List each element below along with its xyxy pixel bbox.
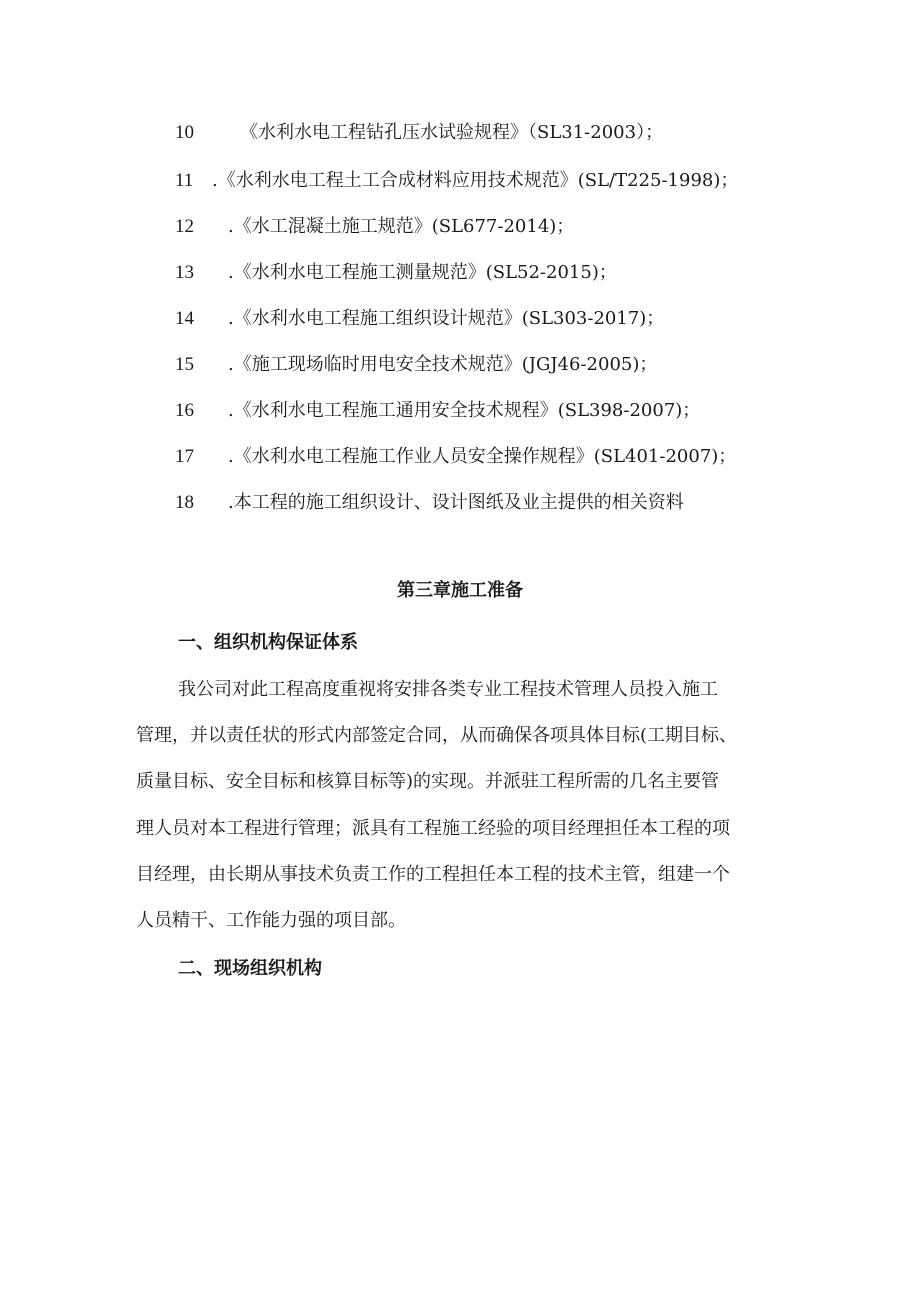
paragraph-line: 目经理，由长期从事技术负责工作的工程担任本工程的技术主管，组建一个 — [136, 864, 730, 885]
list-item-text: .《施工现场临时用电安全技术规范》(JGJ46-2005)； — [228, 354, 658, 375]
paragraph-line: 质量目标、安全目标和核算目标等)的实现。并派驻工程所需的几名主要管 — [136, 771, 720, 792]
list-item-text: 《水利水电工程钻孔压水试验规程》（SL31-2003）； — [240, 122, 664, 143]
paragraph-line: 人员精干、工作能力强的项目部。 — [136, 910, 406, 931]
list-item-text: .《水利水电工程土工合成材料应用技术规范》(SL/T225-1998)； — [212, 170, 739, 191]
section-heading: 一、组织机构保证体系 — [178, 632, 358, 653]
list-item-number: 13 — [175, 262, 194, 283]
list-item-text: .《水利水电工程施工测量规范》(SL52-2015)； — [228, 262, 617, 283]
list-item-text: .《水利水电工程施工作业人员安全操作规程》(SL401-2007)； — [228, 446, 737, 467]
list-item-number: 18 — [175, 492, 194, 513]
paragraph-line: 管理，并以责任状的形式内部签定合同，从而确保各项具体目标(工期目标、 — [136, 725, 738, 746]
list-item-text: .《水利水电工程施工组织设计规范》(SL303-2017)； — [228, 308, 665, 329]
list-item-text: .《水利水电工程施工通用安全技术规程》(SL398-2007)； — [228, 400, 701, 421]
list-item-number: 10 — [175, 122, 194, 143]
section-heading: 二、现场组织机构 — [178, 958, 322, 979]
chapter-title: 第三章施工准备 — [397, 580, 523, 601]
paragraph-line: 理人员对本工程进行管理；派具有工程施工经验的项目经理担任本工程的项 — [136, 818, 730, 839]
list-item-number: 17 — [175, 446, 194, 467]
list-item-number: 15 — [175, 354, 194, 375]
list-item-number: 12 — [175, 216, 194, 237]
list-item-number: 16 — [175, 400, 194, 421]
list-item-number: 11 — [175, 170, 194, 191]
paragraph-line: 我公司对此工程高度重视将安排各类专业工程技术管理人员投入施工 — [178, 679, 718, 700]
list-item-text: .本工程的施工组织设计、设计图纸及业主提供的相关资料 — [228, 492, 684, 513]
list-item-text: .《水工混凝土施工规范》(SL677-2014)； — [228, 216, 575, 237]
list-item-number: 14 — [175, 308, 194, 329]
